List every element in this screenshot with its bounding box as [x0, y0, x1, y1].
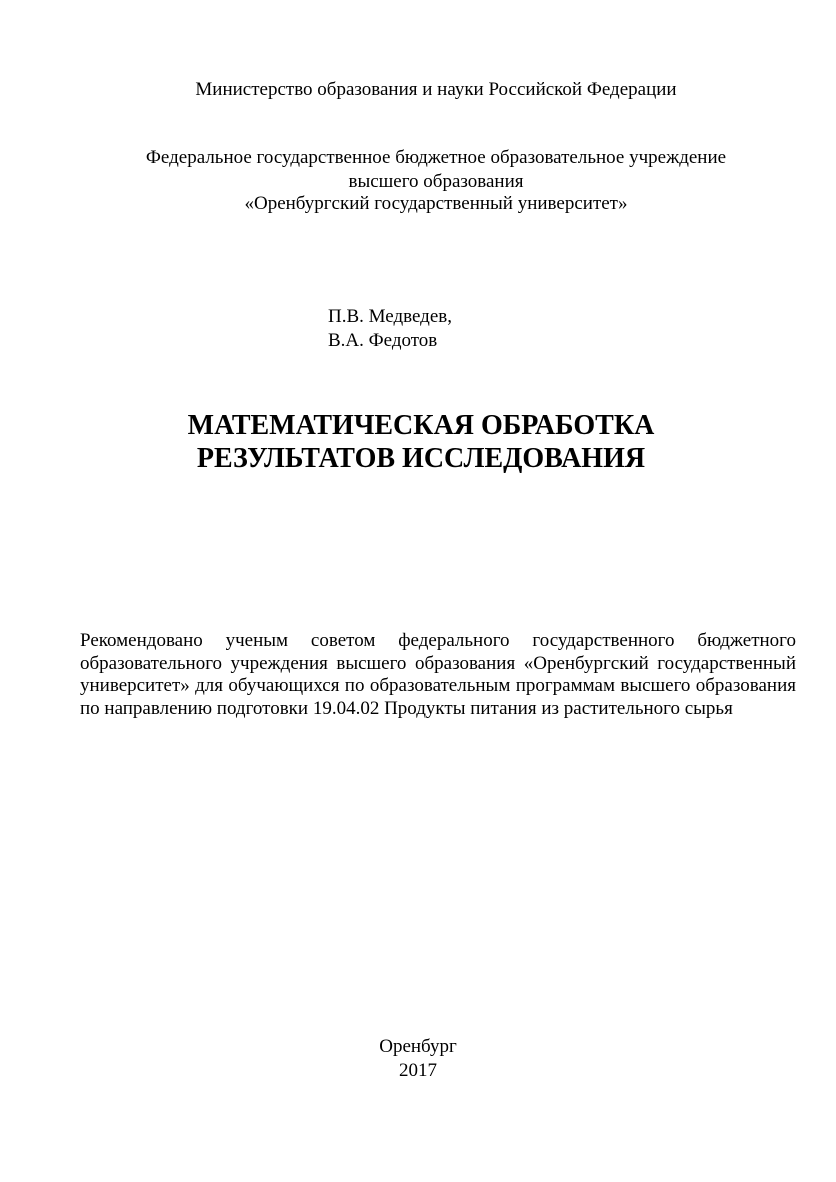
institution-line-3: «Оренбургский государственный университет» [244, 193, 628, 214]
document-title-line-1: МАТЕМАТИЧЕСКАЯ ОБРАБОТКА [187, 410, 655, 441]
ministry-name: Министерство образования и науки Российской Федерации [195, 79, 677, 100]
recommendation-text: Рекомендовано ученым советом федерального государственного бюджетного образовательного учреждения высшего образования «Оренбургский государственный университет» для обучающихся по образовательным программам высшего образования по направлению подготовки 19.04.02 Продукты питания из растительного сырья [80, 630, 796, 719]
publication-year: 2017 [399, 1060, 437, 1081]
document-title-line-2: РЕЗУЛЬТАТОВ ИССЛЕДОВАНИЯ [196, 443, 646, 474]
institution-line-2: высшего образования [348, 171, 524, 192]
publication-city: Оренбург [379, 1036, 457, 1057]
author-2: В.А. Федотов [328, 330, 438, 351]
institution-line-1: Федеральное государственное бюджетное образовательное учреждение [145, 147, 727, 168]
author-1: П.В. Медведев, [328, 306, 453, 327]
